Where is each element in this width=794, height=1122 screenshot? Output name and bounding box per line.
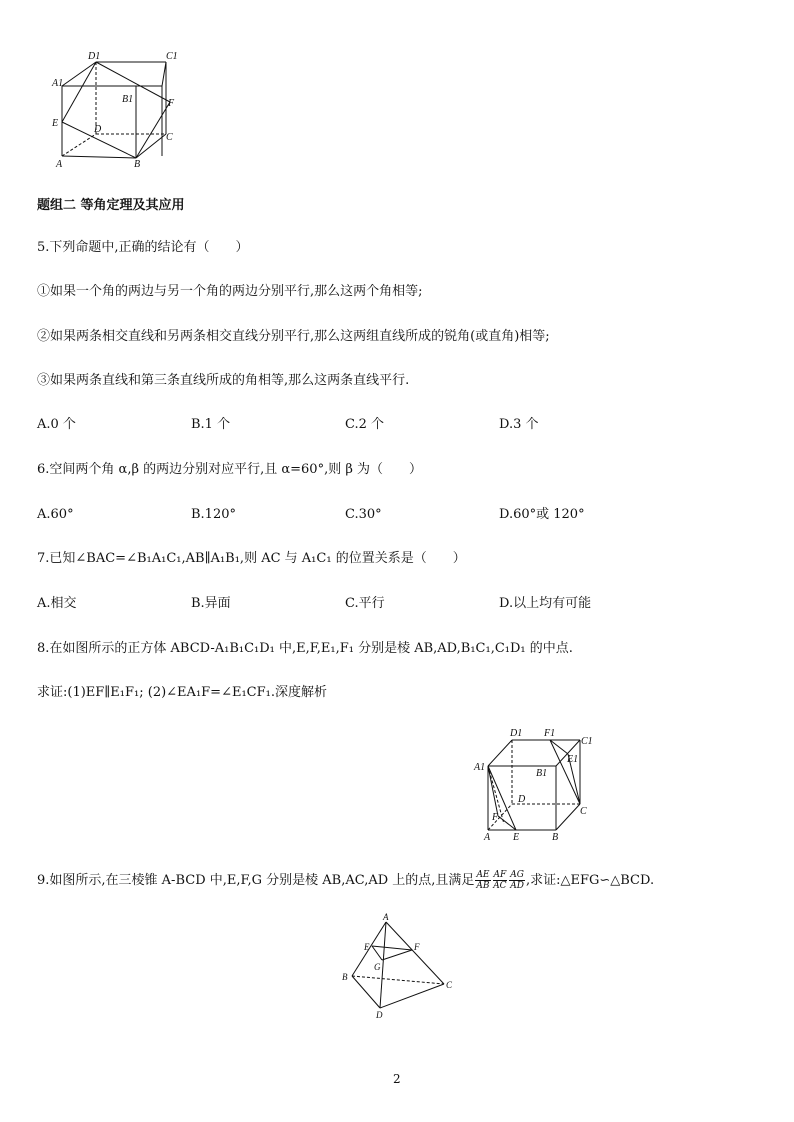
q5-statement-3: ③如果两条直线和第三条直线所成的角相等,那么这两条直线平行. xyxy=(37,373,410,388)
q8-proof: 求证:(1)EF∥E₁F₁; (2)∠EA₁F=∠E₁CF₁.深度解析 xyxy=(37,685,327,700)
label-D: D xyxy=(376,1010,383,1020)
page-number: 2 xyxy=(393,1072,401,1086)
q7-option-c[interactable]: C.平行 xyxy=(345,596,385,611)
q9-stem-pre: 9.如图所示,在三棱锥 A-BCD 中,E,F,G 分别是棱 AB,AC,AD 上的点,且满足 xyxy=(37,873,475,888)
q6-option-c[interactable]: C.30° xyxy=(345,507,382,522)
fraction-ae-ab: $\frac{AE}{AB}$ xyxy=(476,870,490,891)
label-G: G xyxy=(374,962,381,972)
q7-option-d[interactable]: D.以上均有可能 xyxy=(499,596,592,611)
label-D1: D1 xyxy=(88,51,101,62)
section-title: 题组二 等角定理及其应用 xyxy=(37,198,185,213)
label-A: A xyxy=(484,832,491,842)
cube-figure-1 xyxy=(48,46,188,170)
label-D: D xyxy=(94,124,102,135)
label-E: E xyxy=(364,942,370,952)
q7-option-a[interactable]: A.相交 xyxy=(37,596,77,611)
q5-stem: 5.下列命题中,正确的结论有（ ） xyxy=(37,240,249,255)
q5-option-b[interactable]: B.1 个 xyxy=(191,417,231,432)
label-E: E xyxy=(52,118,59,129)
cube-figure-2 xyxy=(470,724,600,842)
label-D1: D1 xyxy=(510,728,523,739)
q6-option-a[interactable]: A.60° xyxy=(37,507,74,522)
q9-stem-post: ,求证:△EFG∽△BCD. xyxy=(525,873,655,888)
label-F: F xyxy=(168,98,175,109)
label-C: C xyxy=(580,806,587,817)
label-F1: F1 xyxy=(544,728,556,739)
tetrahedron-figure xyxy=(340,912,460,1022)
q9-stem xyxy=(37,870,654,891)
label-A: A xyxy=(56,159,63,170)
label-A1: A1 xyxy=(52,78,64,89)
label-F: F xyxy=(492,812,499,823)
label-B: B xyxy=(552,832,559,842)
label-C1: C1 xyxy=(581,736,593,747)
q6-stem: 6.空间两个角 α,β 的两边分别对应平行,且 α=60°,则 β 为（ ） xyxy=(37,462,422,477)
ratio-equation xyxy=(474,870,526,891)
q7-option-b[interactable]: B.异面 xyxy=(191,596,231,611)
q6-option-b[interactable]: B.120° xyxy=(191,507,236,522)
label-D: D xyxy=(518,794,526,805)
label-A: A xyxy=(383,912,389,922)
label-E1: E1 xyxy=(567,754,579,765)
q5-option-d[interactable]: D.3 个 xyxy=(499,417,539,432)
label-A1: A1 xyxy=(474,762,486,773)
fraction-af-ac: $\frac{AF}{AC}$ xyxy=(493,870,507,891)
q5-option-a[interactable]: A.0 个 xyxy=(37,417,76,432)
q8-stem: 8.在如图所示的正方体 ABCD-A₁B₁C₁D₁ 中,E,F,E₁,F₁ 分别是棱 AB,AD,B₁C₁,C₁D₁ 的中点. xyxy=(37,641,573,656)
label-C: C xyxy=(446,980,453,990)
label-E: E xyxy=(513,832,520,842)
label-B1: B1 xyxy=(536,768,548,779)
label-B: B xyxy=(342,972,348,982)
q5-option-c[interactable]: C.2 个 xyxy=(345,417,385,432)
label-C1: C1 xyxy=(166,51,178,62)
q5-statement-1: ①如果一个角的两边与另一个角的两边分别平行,那么这两个角相等; xyxy=(37,284,423,299)
label-B1: B1 xyxy=(122,94,134,105)
q7-stem: 7.已知∠BAC=∠B₁A₁C₁,AB∥A₁B₁,则 AC 与 A₁C₁ 的位置关系是（ ） xyxy=(37,551,466,566)
fraction-ag-ad: $\frac{AG}{AD}$ xyxy=(510,870,524,891)
label-B: B xyxy=(134,159,141,170)
label-C: C xyxy=(166,132,173,143)
q5-statement-2: ②如果两条相交直线和另两条相交直线分别平行,那么这两组直线所成的锐角(或直角)相等; xyxy=(37,329,550,344)
label-F: F xyxy=(414,942,420,952)
q6-option-d[interactable]: D.60°或 120° xyxy=(499,507,585,522)
